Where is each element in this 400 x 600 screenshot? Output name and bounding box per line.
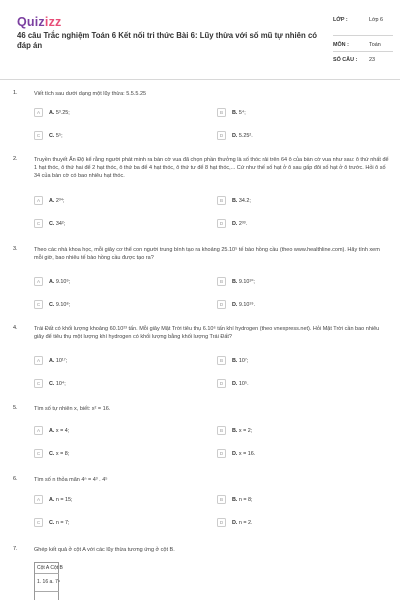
question-text: Viết tích sau dưới dạng một lũy thừa: 5.5.5.25 (34, 91, 147, 97)
worksheet-header: Quizizz 46 câu Trắc nghiệm Toán 6 Kết nối tri thức Bài 6: Lũy thừa với số mũ tự nhiên có đáp án LỚP : Lớp 6 MÔN : Toán SỐ CÂU : 23 (0, 0, 400, 80)
meta-divider (333, 51, 393, 52)
question-text: Tìm số n thỏa mãn 4ⁿ = 4³ . 4⁵ (34, 477, 108, 483)
question-text: Theo các nhà khoa học, mỗi giây cơ thể con người trung bình tạo ra khoảng 25.10⁵ tế bào hồng cầu (theo www.healthline.com). Hãy tính xem mỗi giờ, bao nhiêu tế bào hồng cầu được tạo ra? (34, 247, 380, 261)
question-text: Tìm số tự nhiên x, biết: x² = 16. (34, 406, 111, 412)
table-header: Cột A Cột B (37, 565, 63, 571)
header-divider (0, 79, 400, 80)
question-text: Ghép kết quả ở cột A với các lũy thừa tương ứng ở cột B. (34, 547, 175, 553)
worksheet-title: 46 câu Trắc nghiệm Toán 6 Kết nối tri thức Bài 6: Lũy thừa với số mũ tự nhiên có đáp án (17, 31, 318, 50)
question-text: Trái Đất có khối lượng khoảng 60.10²³ tấn. Mỗi giây Mặt Trời tiêu thụ 6.10⁶ tấn khí hydrogen (theo vnexpress.net). Hỏi Mặt Trời cần bao nhiêu giây để tiêu thụ một lượng khí hydrogen có khối lượng bằng khối lượng Trái Đất? (34, 326, 380, 340)
quizizz-logo: Quizizz (17, 15, 62, 29)
table-row: 1. 16 a. 7⁴ (37, 579, 60, 585)
matching-table (34, 562, 63, 600)
meta-divider (333, 35, 393, 36)
question-text: Truyền thuyết Ấn Độ kể rằng người phát minh ra bàn cờ vua đã chọn phần thưởng là số thóc rải trên 64 ô của bàn cờ vua như sau: ô thứ nhất để 1 hạt thóc, ô thứ hai để 2 hạt thóc, ô thứ ba để 4 hạt thóc, ô thứ tư để 8 hạt thóc,... Cứ như thế số hạt ở ô sau gấp đôi số hạt ở ô trước. Hỏi ô số 34 của bàn cờ có bao nhiêu hạt thóc. (34, 157, 389, 179)
